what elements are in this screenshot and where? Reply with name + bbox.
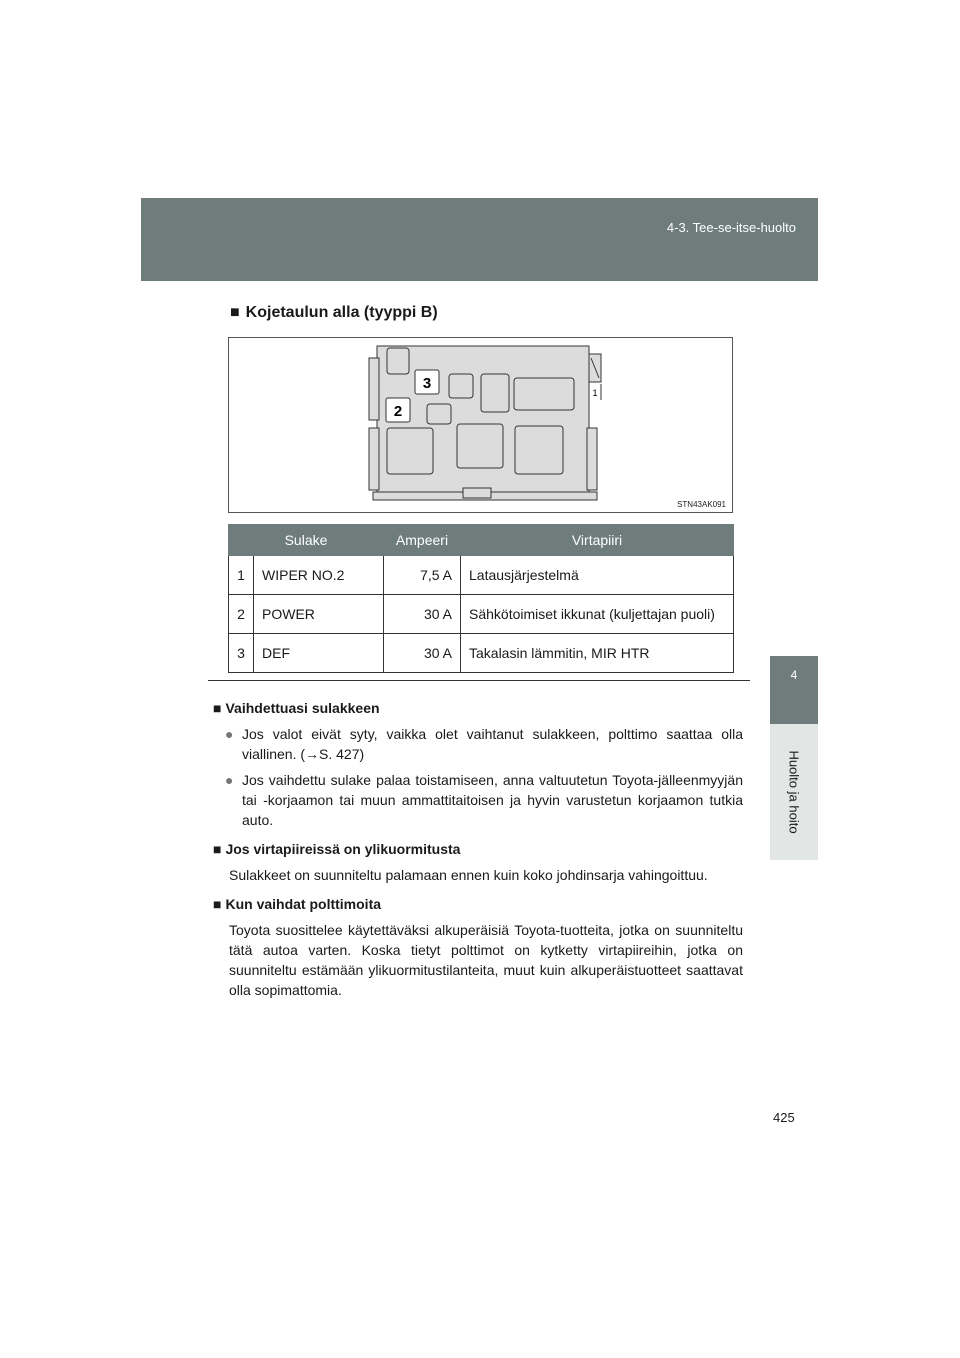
note-heading: ■ Vaihdettuasi sulakkeen — [213, 700, 380, 716]
fuse-circuit: Latausjärjestelmä — [461, 556, 734, 595]
header-ampeeri: Ampeeri — [384, 525, 461, 556]
callout-1: 1 — [592, 388, 598, 398]
fuse-table — [228, 524, 734, 673]
header-sulake: Sulake — [229, 525, 384, 556]
table-row — [229, 556, 734, 595]
square-bullet-icon: ■ — [213, 896, 222, 912]
table-row — [229, 634, 734, 673]
fuse-table-header — [229, 525, 734, 556]
chapter-number: 4 — [790, 668, 798, 682]
section-heading — [230, 304, 438, 322]
notes-section — [213, 698, 743, 1000]
note-paragraph: Sulakkeet on suunniteltu palamaan ennen kuin koko johdinsarja vahingoittuu. — [229, 867, 708, 883]
divider — [208, 680, 750, 681]
chapter-title-tab — [770, 724, 818, 860]
callout-2: 2 — [393, 403, 403, 420]
dot-bullet-icon: ● — [225, 772, 234, 788]
note-bullet: ● Jos valot eivät syty, vaikka olet vaihtanut sulakkeen, polttimo saattaa olla viallinen. (→S. 427) — [225, 726, 743, 762]
section-label: 4-3. Tee-se-itse-huolto — [666, 220, 796, 235]
note-heading: ■ Kun vaihdat polttimoita — [213, 896, 382, 912]
square-bullet-icon: ■ — [230, 304, 240, 321]
table-row — [229, 595, 734, 634]
note-paragraph: Toyota suosittelee käytettäväksi alkuperäisiä Toyota-tuotteita, jotka on suunniteltu tätä autoa varten. Koska tietyt polttimot on kytketty virtapiireihin, jotka on suunniteltu estämään ylikuormitustilanteita, muut kuin alkuperäistuotteet saattavat olla sopimattomia. — [229, 922, 743, 998]
chapter-tab — [770, 656, 818, 724]
page-number: 425 — [773, 1110, 795, 1125]
fuse-circuit: Takalasin lämmitin, MIR HTR — [461, 634, 734, 673]
chapter-title: Huolto ja hoito — [786, 750, 802, 834]
fuse-box-diagram — [229, 338, 732, 512]
fuse-name: POWER — [254, 595, 384, 634]
fuse-circuit: Sähkötoimiset ikkunat (kuljettajan puoli) — [461, 595, 734, 634]
fuse-number: 1 — [229, 556, 254, 595]
note-bullet: ● Jos vaihdettu sulake palaa toistamiseen, anna valtuutetun Toyota-jälleenmyyjän tai -korjaamon tai muun ammattitaitoisen ja hyvin varustetun korjaamon tutkia auto. — [225, 772, 743, 828]
fuse-amperage: 30 A — [384, 595, 461, 634]
fuse-amperage: 7,5 A — [384, 556, 461, 595]
header-virtapiiri: Virtapiiri — [461, 525, 734, 556]
fuse-name: DEF — [254, 634, 384, 673]
fuse-number: 3 — [229, 634, 254, 673]
square-bullet-icon: ■ — [213, 700, 222, 716]
heading-text: Kojetaulun alla (tyyppi B) — [245, 304, 438, 321]
note-heading: ■ Jos virtapiireissä on ylikuormitusta — [213, 841, 461, 857]
dot-bullet-icon: ● — [225, 726, 234, 742]
square-bullet-icon: ■ — [213, 841, 222, 857]
fuse-number: 2 — [229, 595, 254, 634]
fuse-name: WIPER NO.2 — [254, 556, 384, 595]
figure-code: STN43AK091 — [677, 500, 726, 509]
fuse-amperage: 30 A — [384, 634, 461, 673]
header-band — [141, 198, 818, 281]
fuse-box-figure — [228, 337, 733, 513]
callout-3: 3 — [422, 375, 432, 392]
